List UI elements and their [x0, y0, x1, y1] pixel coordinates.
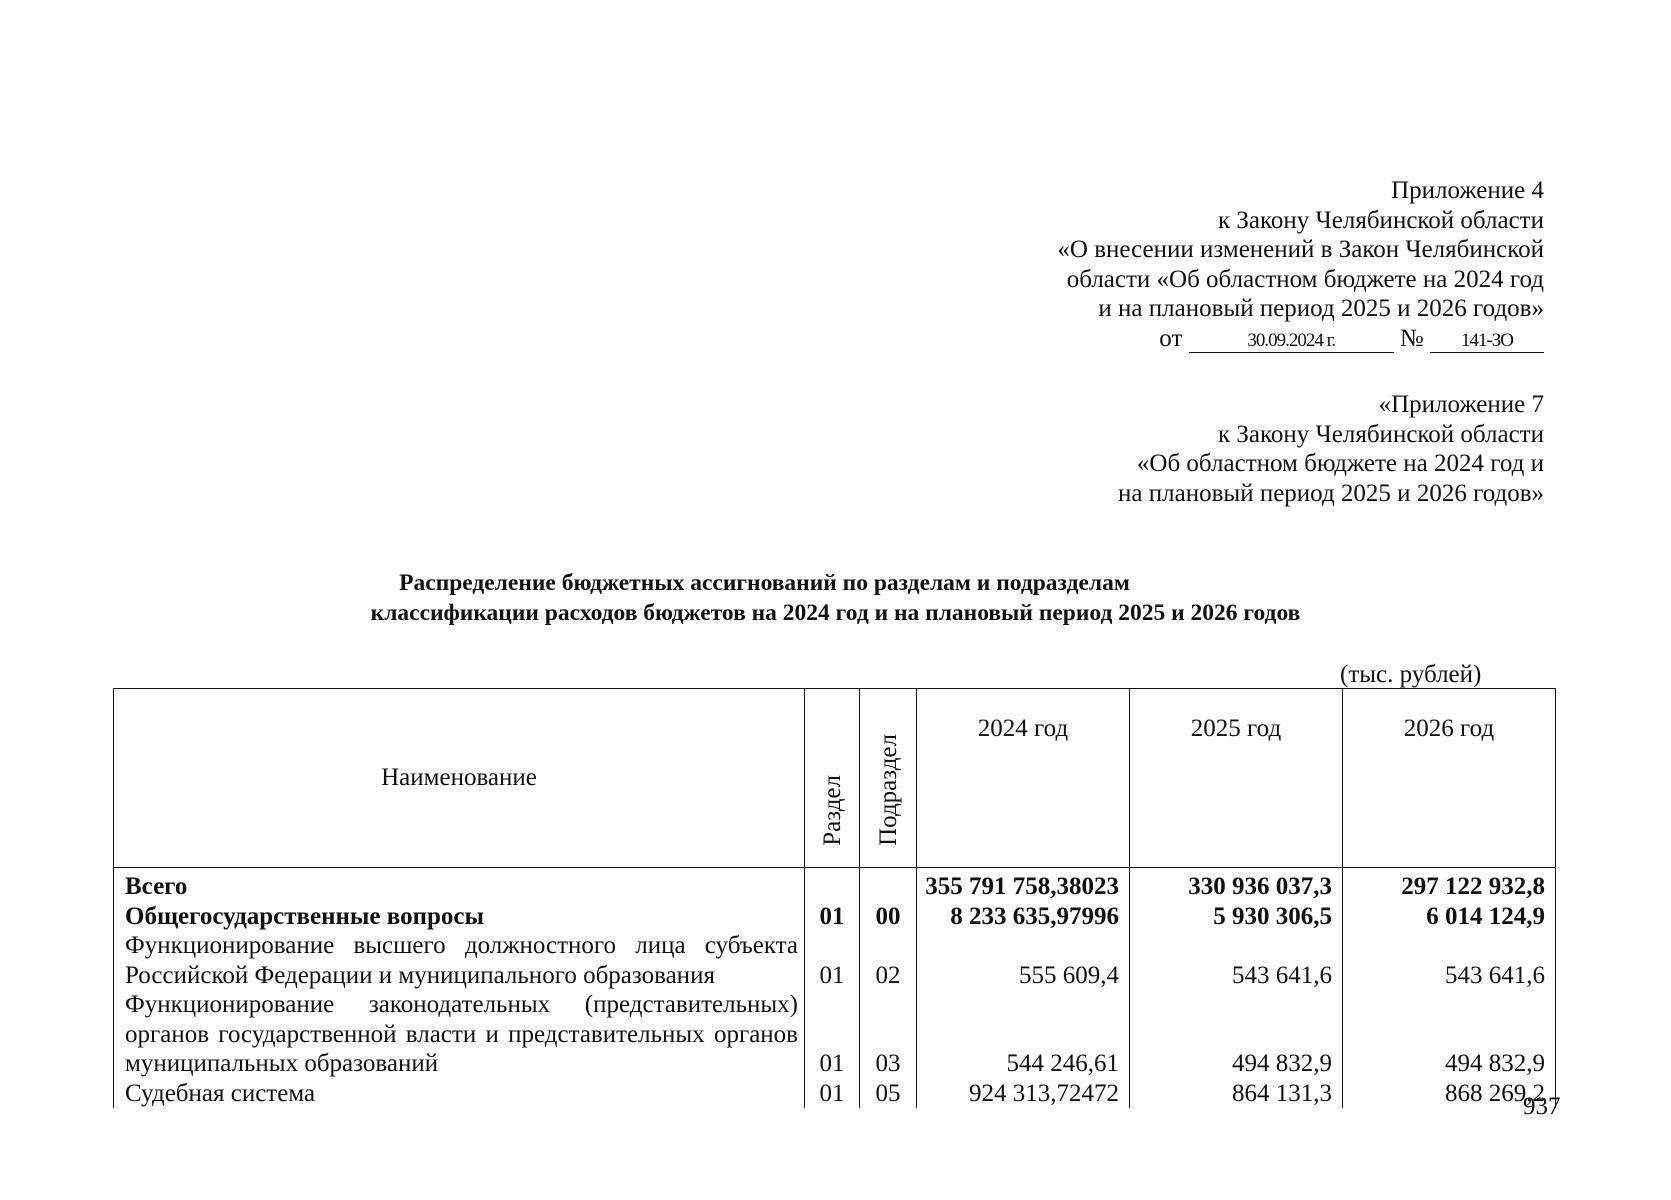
row-value-2025: 5 930 306,5 — [1130, 902, 1343, 932]
page-number: 937 — [1523, 1093, 1561, 1120]
appendix-line: «О внесении изменений в Закон Челябинской — [1057, 236, 1544, 263]
table-header-row — [114, 689, 1556, 868]
row-value-2024: 355 791 758,38023 — [917, 868, 1130, 902]
table-row — [114, 931, 1556, 990]
law-date-number-line — [1057, 324, 1544, 354]
appendix-line: к Закону Челябинской области — [1218, 420, 1544, 448]
table-row — [114, 902, 1556, 932]
appendix-line: «Приложение 7 — [1378, 391, 1544, 418]
row-value-2024: 544 246,61 — [917, 990, 1130, 1079]
appendix-line: и на плановый период 2025 и 2026 годов» — [1098, 295, 1544, 322]
document-title — [0, 569, 1671, 628]
header-podrazdel — [860, 689, 917, 868]
row-name: Функционирование высшего должностного лица субъекта Российской Федерации и муниципального образования — [114, 931, 805, 990]
row-podrazdel: 03 — [860, 990, 917, 1079]
row-razdel: 01 — [805, 931, 860, 990]
row-name: Всего — [114, 868, 805, 902]
row-name: Общегосударственные вопросы — [114, 902, 805, 932]
header-2025: 2025 год — [1130, 689, 1343, 868]
row-value-2024: 8 233 635,97996 — [917, 902, 1130, 932]
row-value-2026: 6 014 124,9 — [1343, 902, 1556, 932]
row-razdel: 01 — [805, 1079, 860, 1109]
header-2026: 2026 год — [1343, 689, 1556, 868]
row-value-2024: 924 313,72472 — [917, 1079, 1130, 1109]
row-podrazdel: 00 — [860, 902, 917, 932]
title-line: классификации расходов бюджетов на 2024 год и на плановый период 2025 и 2026 годов — [370, 599, 1301, 626]
row-podrazdel — [860, 868, 917, 902]
table-row — [114, 990, 1556, 1079]
row-podrazdel: 05 — [860, 1079, 917, 1109]
law-number-field: 141-ЗО — [1430, 330, 1544, 353]
header-podrazdel-label: Подраздел — [874, 734, 902, 846]
appendix-original — [1118, 390, 1544, 508]
appendix-line: на плановый период 2025 и 2026 годов» — [1118, 479, 1544, 507]
row-value-2025: 543 641,6 — [1130, 931, 1343, 990]
header-name: Наименование — [114, 689, 805, 868]
number-sign: № — [1399, 324, 1424, 352]
row-value-2024: 555 609,4 — [917, 931, 1130, 990]
row-razdel: 01 — [805, 990, 860, 1079]
header-razdel — [805, 689, 860, 868]
from-label: от — [1159, 324, 1183, 352]
appendix-line: к Закону Челябинской области — [1218, 206, 1544, 234]
row-value-2026: 494 832,9 — [1343, 990, 1556, 1079]
appendix-line: области «Об областном бюджете на 2024 год — [1066, 265, 1544, 293]
appendix-line: «Об областном бюджете на 2024 год и — [1136, 450, 1544, 477]
row-value-2025: 330 936 037,3 — [1130, 868, 1343, 902]
table-row-total — [114, 868, 1556, 902]
units-label: (тыс. рублей) — [1340, 661, 1482, 688]
title-line: Распределение бюджетных ассигнований по разделам и подразделам — [399, 570, 1130, 596]
header-2024: 2024 год — [917, 689, 1130, 868]
row-value-2026: 543 641,6 — [1343, 931, 1556, 990]
row-value-2026: 297 122 932,8 — [1343, 868, 1556, 902]
row-razdel: 01 — [805, 902, 860, 932]
row-value-2025: 864 131,3 — [1130, 1079, 1343, 1109]
row-podrazdel: 02 — [860, 931, 917, 990]
row-name: Судебная система — [114, 1079, 805, 1109]
table-row — [114, 1079, 1556, 1109]
row-value-2026: 868 269,2 — [1343, 1079, 1556, 1109]
row-name: Функционирование законодательных (представительных) органов государственной власти и представительных органов муниципальных образований — [114, 990, 805, 1079]
row-razdel — [805, 868, 860, 902]
appendix-line: Приложение 4 — [1391, 177, 1544, 204]
row-value-2025: 494 832,9 — [1130, 990, 1343, 1079]
law-date-field: 30.09.2024 г. — [1189, 330, 1394, 353]
budget-table — [113, 688, 1556, 1108]
header-razdel-label: Раздел — [818, 775, 846, 846]
appendix-header — [1057, 176, 1544, 353]
